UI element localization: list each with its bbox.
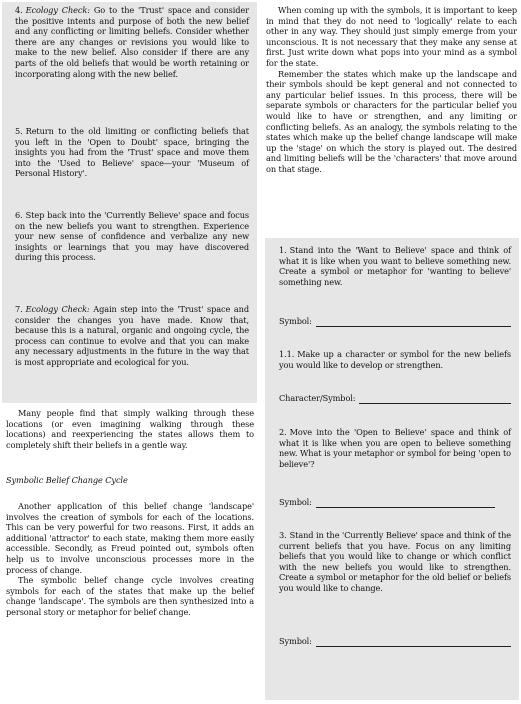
paragraph: When coming up with the symbols, it is important to keep in mind that they do not need to 'logically' relate to each other in any way. They should just simply emerge from your unconscious. It is not necessary that they make any sense at first. Just write down what pops into your mind as a symbol for the state. bbox=[266, 5, 517, 68]
answer-line[interactable] bbox=[359, 394, 511, 404]
answer-line[interactable] bbox=[316, 637, 511, 647]
symbol-field[interactable]: Symbol: bbox=[279, 636, 511, 647]
step-6: 6. Step back into the 'Currently Believe' space and focus on the new beliefs you want to strengthen. Experience your new sense of confidence and verbalize any new insights or learnings that you may have discovered during this process. bbox=[15, 210, 249, 263]
paragraph: The symbolic belief change cycle involves creating symbols for each of the states that make up the belief change 'landscape'. The symbols are then synthesized into a personal story or metaphor for belief change. bbox=[6, 575, 254, 617]
character-symbol-field[interactable]: Character/Symbol: bbox=[279, 393, 511, 404]
step-4: 4. Ecology Check: Go to the 'Trust' space and consider the positive intents and purpose of both the new belief and any conflicting or limiting beliefs. Consider whether there are any changes or revisions you would like to make to the new belief. Also consider if there are any parts of the old beliefs that would be worth retaining or incorporating along with the new belief. bbox=[15, 5, 249, 79]
step-5: 5. Return to the old limiting or conflicting beliefs that you left in the 'Open to Doubt' space, bringing the insights you had from the 'Trust' space and move them into the 'Used to Believe' space—your 'Museum of Personal History'. bbox=[15, 126, 249, 179]
paragraph: Another application of this belief change 'landscape' involves the creation of symbols for each of the locations. This can be very powerful for two reasons. First, it adds an additional 'attractor' to each state, making them more easily accessible. Secondly, as Freud pointed out, symbols often help us to involve unconscious processes more in the process of change. bbox=[6, 500, 254, 575]
paragraph: Remember the states which make up the landscape and their symbols should be kept general and not connected to any particular belief issues. In this process, there will be separate symbols or characters for the particular belief you would like to have or strengthen, and any limiting or conflicting beliefs. As an analogy, the symbols relating to the states which make up the belief change landscape will make up the 'stage' on which the story is played out. The desired and limiting beliefs will be the 'characters' that move around on that stage. bbox=[266, 68, 517, 174]
answer-line[interactable] bbox=[316, 317, 511, 327]
ecology-check-label: Ecology Check: bbox=[25, 5, 90, 15]
step-1: 1. Stand into the 'Want to Believe' space and think of what it is like when you want to believe something new. Create a symbol or metaphor for 'wanting to believe' something new. bbox=[279, 245, 511, 287]
step-3: 3. Stand in the 'Currently Believe' space and think of the current beliefs that you have. Focus on any limiting beliefs that you would like to change or which conflict with the new beliefs you would like to strengthen. Create a symbol or metaphor for the old belief or beliefs you would like to change. bbox=[279, 530, 511, 593]
step-2: 2. Move into the 'Open to Believe' space and think of what it is like when you are open to believe something new. What is your metaphor or symbol for being 'open to believe'? bbox=[279, 427, 511, 469]
symbol-field[interactable]: Symbol: bbox=[279, 316, 511, 327]
symbol-field[interactable]: Symbol: bbox=[279, 497, 495, 508]
right-shaded-box bbox=[265, 238, 519, 700]
section-heading: Symbolic Belief Change Cycle bbox=[6, 475, 128, 486]
left-body-text bbox=[6, 408, 254, 618]
paragraph: Many people find that simply walking through these locations (or even imagining walking through these locations) and reexperiencing the states allows them to completely shift their beliefs in a gentle way. bbox=[6, 408, 254, 450]
right-body-text bbox=[266, 5, 517, 175]
left-shaded-box bbox=[2, 2, 257, 403]
step-1-1: 1.1. Make up a character or symbol for the new beliefs you would like to develop or strengthen. bbox=[279, 349, 511, 370]
ecology-check-label: Ecology Check: bbox=[25, 304, 90, 314]
step-7: 7. Ecology Check: Again step into the 'Trust' space and consider the changes you have made. Know that, because this is a natural, organic and ongoing cycle, the process can continue to evolve and that you can make any necessary adjustments in the future in the way that is most appropriate and ecological for you. bbox=[15, 304, 249, 367]
answer-line[interactable] bbox=[316, 498, 495, 508]
